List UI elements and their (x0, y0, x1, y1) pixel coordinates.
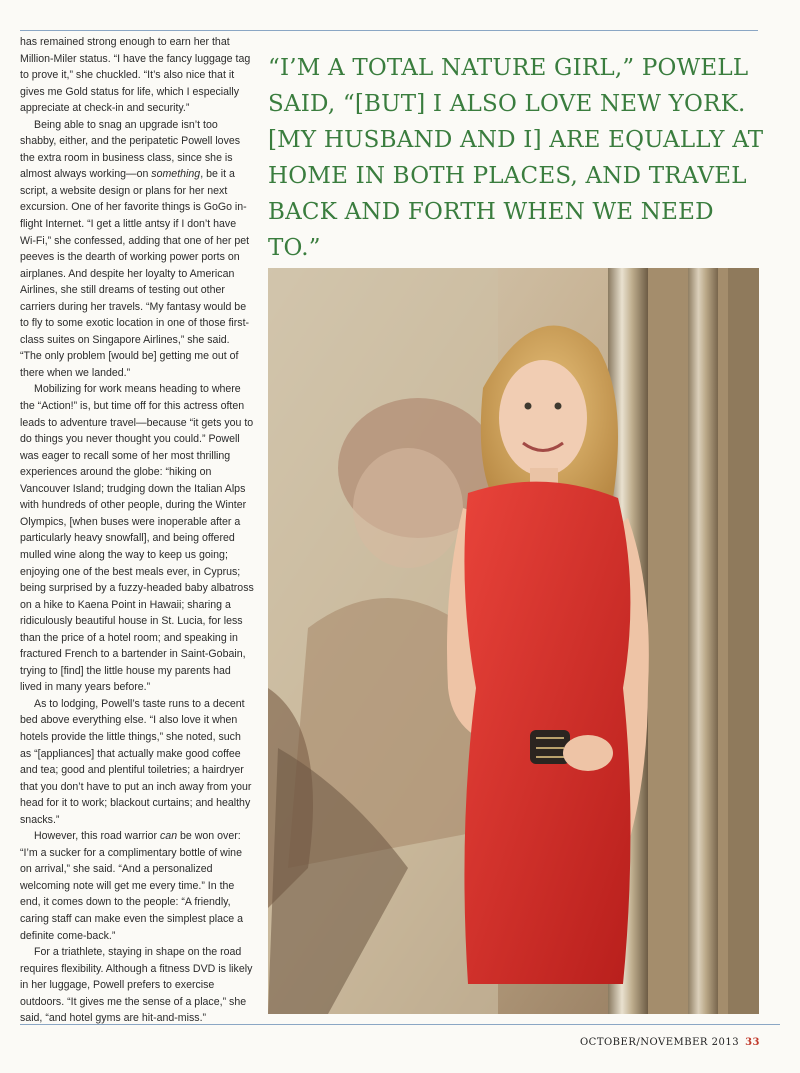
article-paragraph (20, 117, 254, 382)
paragraph-text: be won over: “I’m a sucker for a complimentary bottle of wine on arrival,” she said. “And a personalized welcoming note will get me every time.” In the end, it comes down to the people: “A friendly, caring staff can make even the simplest place a definite come-back.” (20, 830, 243, 942)
portrait-photo (268, 268, 759, 1014)
page-footer (580, 1037, 760, 1048)
italic-text: something (151, 168, 201, 181)
paragraph-text: Mobilizing for work means heading to where the “Action!” is, but time off for this actress often leads to adventure travel—because “it gets you to do things you never thought you could.” Powell was eager to recall some of her most thrilling experiences around the globe: “hiking on Vancouver Island; trudging down the Italian Alps with hundreds of other people, during the Winter Olympics, [when buses were inoperable after a particularly heavy snowfall], and being offered mulled wine along the way to keep us going; enjoying one of the best meals ever, in Cyprus; being surprised by a fuzzy-headed baby albatross on a hike to Kaena Point in Hawaii; sharing a ridiculously beautiful house in St. Lucia, for less than the price of a hotel room; and speaking in fractured French to a bartender in Saint-Gobain, trying to [find] the little house my parents had lived in many years before.” (20, 383, 254, 694)
italic-text: can (160, 830, 178, 843)
bottom-rule (20, 1024, 780, 1025)
top-rule (20, 30, 758, 31)
paragraph-text: , be it a script, a website design or plans for her next excursion. One of her favorite things is GoGo in-flight Internet. “I get a little antsy if I don’t have Wi-Fi,” she confessed, adding that one of her pet peeves is the dearth of working power ports on airplanes. And despite her loyalty to American Airlines, she still dreams of testing out other carriers during her travels. “My fantasy would be to fly to some exotic location in one of those first-class suites on Singapore Airlines,” she said. “The only problem [would be] getting me out of there when we landed.” (20, 168, 250, 379)
paragraph-text: As to lodging, Powell’s taste runs to a decent bed above everything else. “I also love it when hotels provide the little things,” she noted, such as “[appliances] that actually make good coffee and tea; good and plentiful toiletries; a hairdryer that you don’t have to put an inch away from your head for it to work; blackout curtains; and healthy snacks.” (20, 697, 252, 826)
pull-quote: “I’M A TOTAL NATURE GIRL,” POWELL SAID, “[BUT] I ALSO LOVE NEW YORK. [MY HUSBAND AND I] ARE EQUALLY AT HOME IN BOTH PLACES, AND TRAVEL BACK AND FORTH WHEN WE NEED TO.” (268, 55, 764, 261)
article-paragraph (20, 696, 254, 828)
paragraph-text: However, this road warrior (34, 830, 160, 843)
article-paragraph (20, 828, 254, 944)
article-body-column (20, 34, 254, 1027)
paragraph-text: For a triathlete, staying in shape on the road requires flexibility. Although a fitness DVD is likely in her luggage, Powell prefers to exercise outdoors. “It gives me the sense of a place,” she said, “and hotel gyms are hit-and-miss.” (20, 946, 253, 1025)
paragraph-text: Being able to snag an upgrade isn’t too shabby, either, and the peripatetic Powell loves the extra room in business class, since she is almost always working—on (20, 118, 241, 181)
paragraph-text: has remained strong enough to earn her that Million-Miler status. “I have the fancy luggage tag to prove it,” she chuckled. “It’s also nice that it gives me Gold status for life, which I especially appreciate at check-in and security.” (20, 36, 251, 115)
article-paragraph (20, 944, 254, 1027)
issue-date: OCTOBER/NOVEMBER 2013 (579, 1037, 740, 1048)
page-number: 33 (745, 1037, 760, 1048)
article-paragraph (20, 381, 254, 695)
portrait-illustration (268, 268, 759, 1014)
article-paragraph (20, 34, 254, 117)
